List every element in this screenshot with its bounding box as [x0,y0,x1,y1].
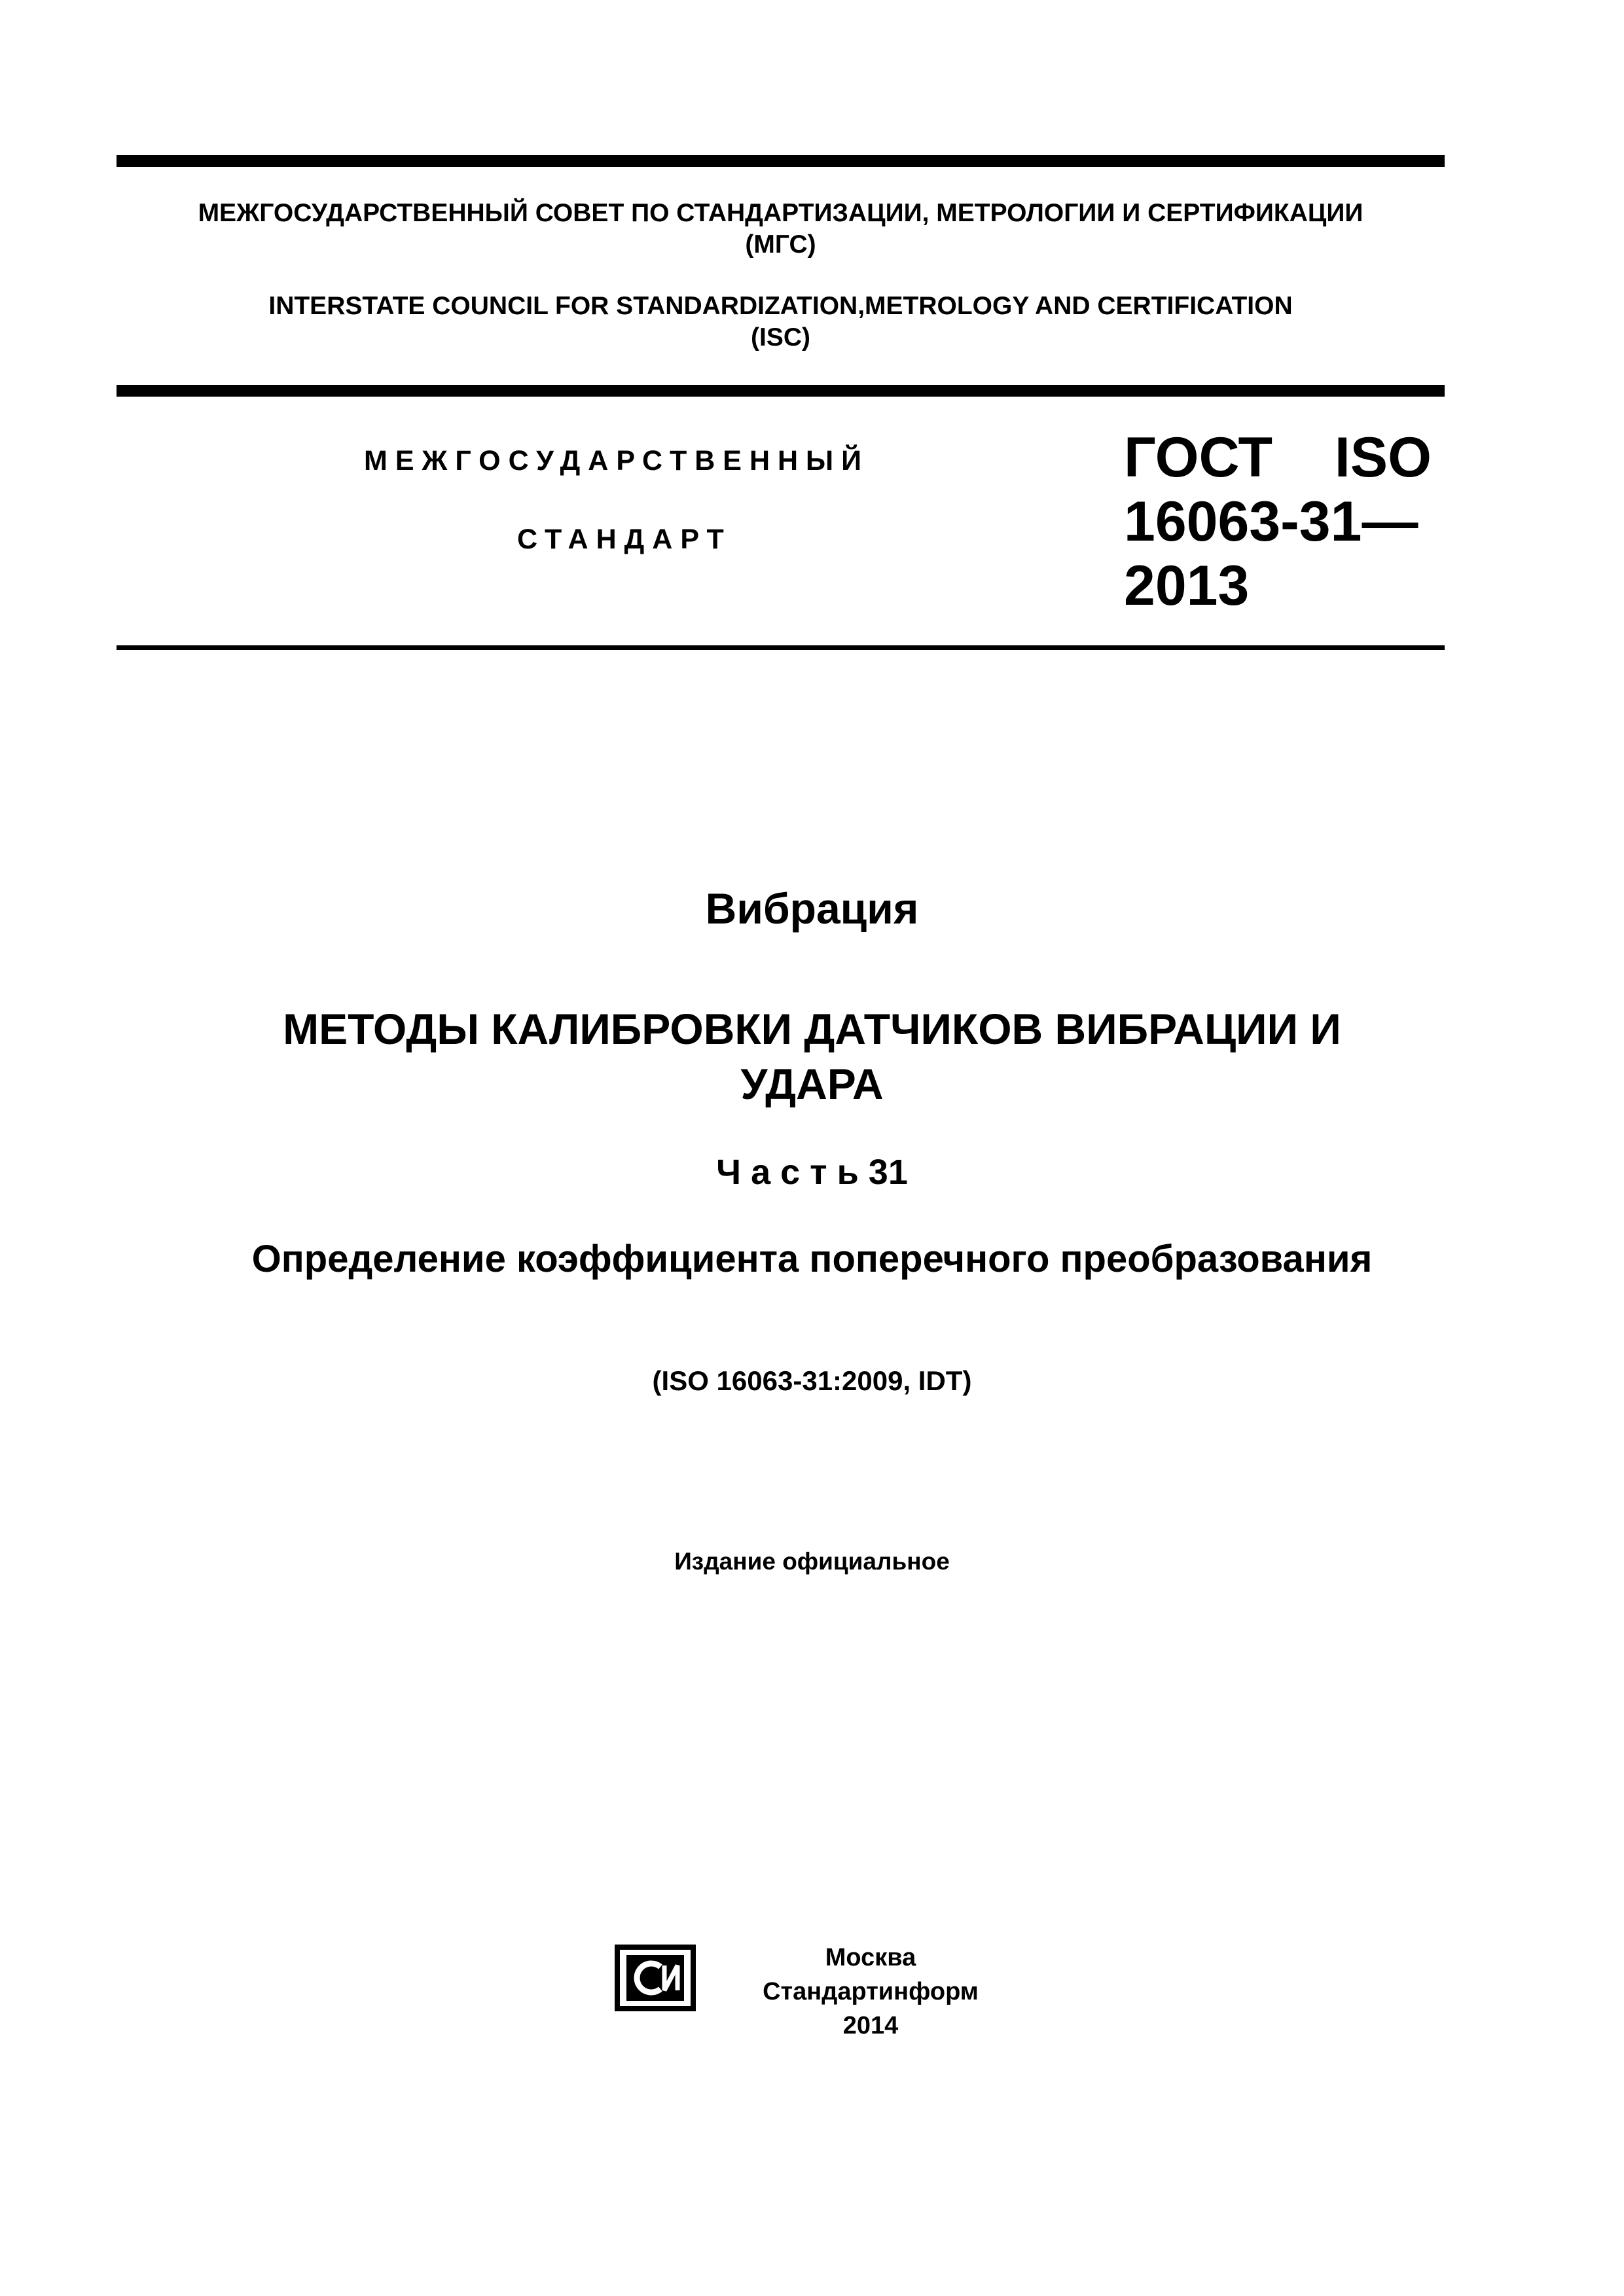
part-number: Ч а с т ь 31 [716,1153,908,1192]
standard-kind-line1: МЕЖГОСУДАРСТВЕННЫЙ [364,445,870,476]
part-title: Определение коэффициента поперечного преобразования [251,1238,1373,1280]
main-title [0,1001,1624,1111]
iso-label: ISO [1334,426,1432,489]
imprint-year: 2014 [842,2012,899,2039]
council-name-ru [117,198,1445,260]
imprint [746,1941,995,2043]
gost-label: ГОСТ [1124,426,1273,489]
standard-designation [1124,425,1432,618]
standard-kind-line2: СТАНДАРТ [517,524,732,555]
edition-note: Издание официальное [674,1548,950,1575]
imprint-publisher: Стандартинформ [763,1978,979,2005]
top-rule [117,155,1445,167]
iso-reference: (ISO 16063-31:2009, IDT) [652,1365,972,1396]
designation-number: 16063-31— [1124,490,1418,553]
lower-rule [117,645,1445,650]
middle-rule [117,385,1445,397]
subject-title: Вибрация [705,884,919,933]
council-en-abbr: (ISC) [751,323,810,351]
standartinform-logo-icon [612,1942,698,2014]
designation-year: 2013 [1124,554,1250,617]
council-name-en [117,291,1445,353]
council-ru-text: МЕЖГОСУДАРСТВЕННЫЙ СОВЕТ ПО СТАНДАРТИЗАЦИИ, МЕТРОЛОГИИ И СЕРТИФИКАЦИИ [198,199,1363,227]
council-en-text: INTERSTATE COUNCIL FOR STANDARDIZATION,METROLOGY AND CERTIFICATION [268,292,1293,320]
imprint-city: Москва [825,1944,916,1971]
main-title-line2: УДАРА [740,1060,884,1108]
main-title-line1: МЕТОДЫ КАЛИБРОВКИ ДАТЧИКОВ ВИБРАЦИИ И [283,1005,1341,1053]
council-ru-abbr: (МГС) [745,230,816,259]
designation-line1 [1124,425,1432,490]
